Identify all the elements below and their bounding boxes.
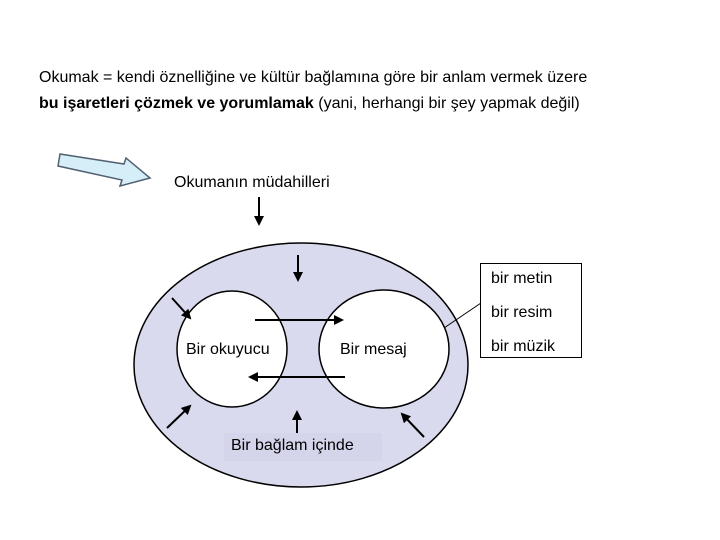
message-type-text: bir metin	[491, 270, 553, 287]
definition-line-2-rest: (yani, herhangi bir şey yapmak değil)	[313, 95, 580, 112]
context-label: Bir bağlam içinde	[224, 433, 382, 461]
message-type-image: bir resim	[491, 304, 553, 321]
message-label: Bir mesaj	[340, 341, 407, 358]
message-types-box	[480, 263, 582, 358]
interveners-label: Okumanın müdahilleri	[174, 174, 330, 191]
definition-line-2-bold: bu işaretleri çözmek ve yorumlamak	[39, 95, 314, 112]
message-type-music: bir müzik	[491, 338, 556, 355]
definition-line-1: Okumak = kendi öznelliğine ve kültür bağlamına göre bir anlam vermek üzere	[39, 69, 588, 86]
reader-label: Bir okuyucu	[186, 341, 270, 358]
pointer-arrow-icon	[58, 154, 150, 186]
